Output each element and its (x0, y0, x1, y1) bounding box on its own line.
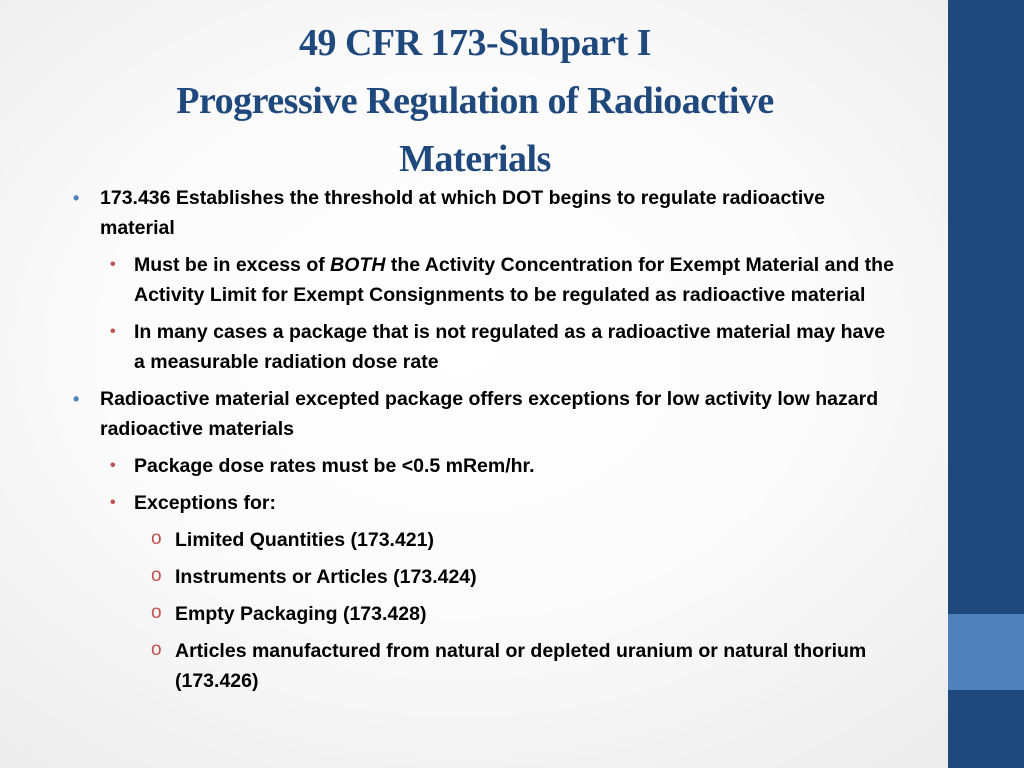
bullet-empty-packaging (70, 599, 900, 629)
bullet-circle-icon: o (151, 639, 162, 660)
bullet-excepted-package (70, 384, 900, 444)
slide-body (70, 183, 900, 703)
bullet-text-pre: Must be in excess of (134, 254, 331, 276)
bullet-dot-icon: • (110, 494, 116, 511)
bullet-exceptions-for (70, 488, 900, 518)
bullet-both-requirement (70, 250, 900, 310)
bullet-text-post: the Activity Concentration for Exempt Material and the Activity Limit for Exempt Consignments to be regulated as radioactive material (134, 254, 894, 306)
bullet-dot-icon: • (73, 389, 80, 409)
bullet-text-emphasis: BOTH (330, 254, 386, 276)
bullet-threshold (70, 183, 900, 243)
bullet-text (134, 254, 894, 306)
bullet-text: In many cases a package that is not regulated as a radioactive material may have a measurable radiation dose rate (134, 321, 886, 373)
bullet-uranium-thorium (70, 636, 900, 696)
bullet-dot-icon: • (110, 256, 116, 273)
title-line-2: Progressive Regulation of Radioactive (176, 80, 774, 122)
title-line-1: 49 CFR 173-Subpart I (298, 22, 652, 64)
bullet-text: Radioactive material excepted package offers exceptions for low activity low hazard radioactive materials (100, 388, 879, 440)
bullet-measurable-dose (70, 317, 900, 377)
bullet-dose-rate-limit (70, 451, 900, 481)
bullet-instruments-articles (70, 562, 900, 592)
bullet-circle-icon: o (151, 528, 162, 549)
bullet-text: Articles manufactured from natural or depleted uranium or natural thorium (173.426) (175, 640, 867, 692)
sidebar-accent-block (948, 614, 1024, 690)
bullet-text: Limited Quantities (173.421) (175, 529, 434, 551)
bullet-text: Empty Packaging (173.428) (175, 603, 427, 625)
bullet-dot-icon: • (110, 457, 116, 474)
bullet-dot-icon: • (73, 188, 80, 208)
bullet-text: Exceptions for: (134, 492, 276, 514)
bullet-limited-quantities (70, 525, 900, 555)
bullet-text: Package dose rates must be <0.5 mRem/hr. (134, 455, 535, 477)
bullet-text: Instruments or Articles (173.424) (175, 566, 477, 588)
bullet-text: 173.436 Establishes the threshold at which DOT begins to regulate radioactive material (100, 187, 825, 239)
title-line-3: Materials (399, 138, 551, 180)
bullet-dot-icon: • (110, 323, 116, 340)
bullet-circle-icon: o (151, 565, 162, 586)
bullet-circle-icon: o (151, 602, 162, 623)
slide-title (60, 14, 890, 188)
